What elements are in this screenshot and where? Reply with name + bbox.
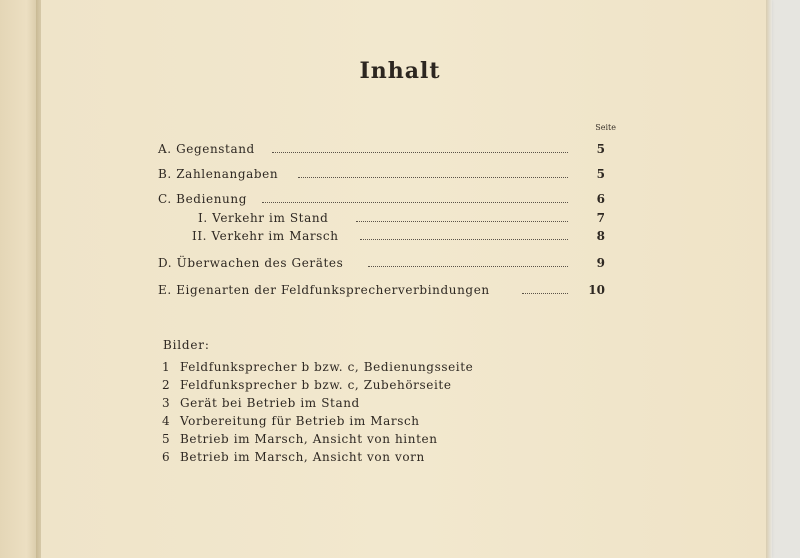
toc-entry-label: I. Verkehr im Stand bbox=[198, 211, 329, 225]
figure-number: 5 bbox=[162, 432, 171, 446]
figure-text: Feldfunksprecher b bzw. c, Bedienungsseite bbox=[180, 360, 474, 374]
figure-item bbox=[162, 378, 452, 395]
figure-text: Gerät bei Betrieb im Stand bbox=[180, 396, 360, 410]
figure-item bbox=[162, 432, 438, 449]
toc-dot-leader bbox=[360, 237, 568, 240]
toc-dot-leader bbox=[368, 264, 568, 267]
figure-item bbox=[162, 450, 425, 467]
figure-number: 6 bbox=[162, 450, 171, 464]
figure-text: Betrieb im Marsch, Ansicht von hinten bbox=[180, 432, 438, 446]
toc-entry bbox=[0, 283, 800, 301]
toc-entry-label: II. Verkehr im Marsch bbox=[192, 229, 339, 243]
toc-entry-label: A. Gegenstand bbox=[158, 142, 255, 156]
page-title: Inhalt bbox=[359, 58, 441, 84]
toc-entry bbox=[0, 229, 800, 247]
toc-entry-label: B. Zahlenangaben bbox=[158, 167, 279, 181]
toc-dot-leader bbox=[272, 150, 568, 153]
toc-dot-leader bbox=[298, 175, 568, 178]
toc-entry-page: 6 bbox=[596, 192, 605, 206]
toc-dot-leader bbox=[522, 291, 568, 294]
toc-entry-label: E. Eigenarten der Feldfunksprecherverbindungen bbox=[158, 283, 490, 297]
toc-entry bbox=[0, 192, 800, 210]
page-column-label: Seite bbox=[595, 123, 616, 132]
figure-item bbox=[162, 396, 360, 413]
figure-text: Betrieb im Marsch, Ansicht von vorn bbox=[180, 450, 425, 464]
toc-entry bbox=[0, 211, 800, 229]
toc-dot-leader bbox=[356, 219, 568, 222]
toc-entry-label: C. Bedienung bbox=[158, 192, 247, 206]
figure-item bbox=[162, 360, 473, 377]
toc-entry-page: 8 bbox=[596, 229, 605, 243]
toc-entry-page: 10 bbox=[588, 283, 605, 297]
figure-number: 3 bbox=[162, 396, 171, 410]
figure-number: 4 bbox=[162, 414, 171, 428]
toc-entry-label: D. Überwachen des Gerätes bbox=[158, 256, 344, 270]
toc-entry bbox=[0, 167, 800, 185]
figures-heading: Bilder: bbox=[163, 338, 210, 352]
toc-entry-page: 5 bbox=[596, 142, 605, 156]
figure-text: Feldfunksprecher b bzw. c, Zubehörseite bbox=[180, 378, 452, 392]
toc-entry-page: 7 bbox=[596, 211, 605, 225]
figure-item bbox=[162, 414, 420, 431]
figure-number: 1 bbox=[162, 360, 171, 374]
toc-dot-leader bbox=[262, 200, 568, 203]
toc-entry-page: 5 bbox=[596, 167, 605, 181]
toc-entry bbox=[0, 142, 800, 160]
toc-entry bbox=[0, 256, 800, 274]
toc-entry-page: 9 bbox=[596, 256, 605, 270]
figure-number: 2 bbox=[162, 378, 171, 392]
figure-text: Vorbereitung für Betrieb im Marsch bbox=[180, 414, 420, 428]
